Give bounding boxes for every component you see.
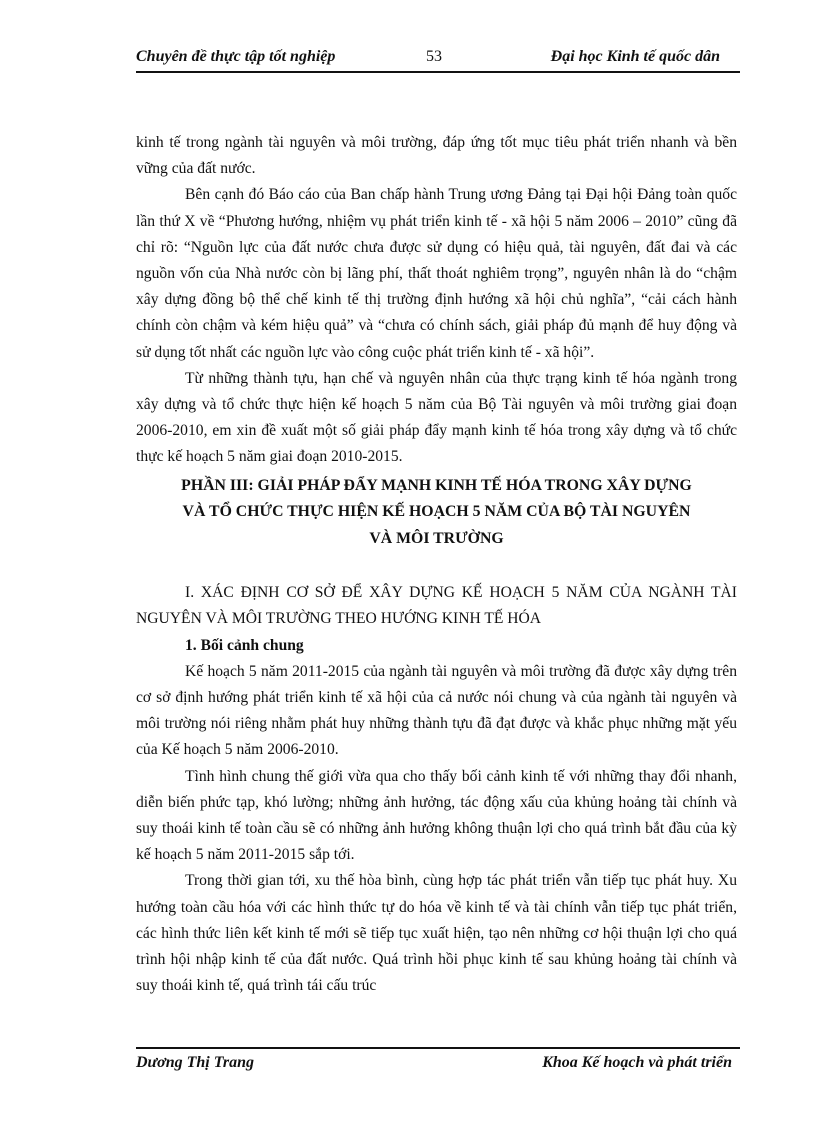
header-rule <box>136 71 740 73</box>
footer-author: Dương Thị Trang <box>136 1054 255 1071</box>
paragraph-2: Bên cạnh đó Báo cáo của Ban chấp hành Trung ương Đảng tại Đại hội Đảng toàn quốc lần thứ X về “Phương hướng, nhiệm vụ phát triển kinh tế - xã hội 5 năm 2006 – 2010” cũng đã chỉ rõ: “Nguồn lực của đất nước chưa được sử dụng có hiệu quả, tài nguyên, đất đai và các nguồn vốn của Nhà nước còn bị lãng phí, thất thoát nghiêm trọng”, nguyên nhân là do “chậm xây dựng đồng bộ thể chế kinh tế thị trường định hướng xã hội chủ nghĩa”, “cải cách hành chính còn chậm và kém hiệu quả” và “chưa có chính sách, giải pháp đủ mạnh để huy động và sử dụng tốt nhất các nguồn lực vào công cuộc phát triển kinh tế - xã hội”. <box>136 186 737 361</box>
subsection-title: 1. Bối cảnh chung <box>185 636 304 654</box>
part-title <box>136 473 737 553</box>
header-university: Đại học Kinh tế quốc dân <box>550 48 720 65</box>
page-header <box>136 46 740 70</box>
paragraph-4: Kế hoạch 5 năm 2011-2015 của ngành tài nguyên và môi trường đã được xây dựng trên cơ sở định hướng phát triển kinh tế xã hội của cả nước nói chung và của ngành tài nguyên và môi trường nói riêng nhằm phát huy những thành tựu đã đạt được và khắc phục những mặt yếu của Kế hoạch 5 năm 2006-2010. <box>136 662 737 759</box>
header-document-title: Chuyên đề thực tập tốt nghiệp <box>136 48 336 65</box>
part-title-line-3: VÀ MÔI TRƯỜNG <box>369 529 504 547</box>
part-title-line-2: VÀ TỔ CHỨC THỰC HIỆN KẾ HOẠCH 5 NĂM CỦA BỘ TÀI NGUYÊN <box>182 503 691 521</box>
page-number: 53 <box>426 48 442 65</box>
part-title-line-1: PHẦN III: GIẢI PHÁP ĐẨY MẠNH KINH TẾ HÓA TRONG XÂY DỰNG <box>181 476 692 494</box>
footer-faculty: Khoa Kế hoạch và phát triển <box>542 1054 732 1071</box>
footer-rule <box>136 1047 740 1049</box>
paragraph-5: Tình hình chung thế giới vừa qua cho thấy bối cảnh kinh tế với những thay đổi nhanh, diễn biến phức tạp, khó lường; những ảnh hưởng, tác động xấu của khủng hoảng tài chính và suy thoái kinh tế toàn cầu sẽ có những ảnh hưởng không thuận lợi cho quá trình bắt đầu của kỳ kế hoạch 5 năm 2011-2015 sắp tới. <box>136 767 737 864</box>
paragraph-6: Trong thời gian tới, xu thế hòa bình, cùng hợp tác phát triển vẫn tiếp tục phát huy. Xu hướng toàn cầu hóa với các hình thức tự do hóa về kinh tế và tài chính vẫn tiếp tục phát triển, các hình thức liên kết kinh tế mới sẽ tiếp tục xuất hiện, tạo nên những cơ hội thuận lợi cho quá trình hội nhập kinh tế của đất nước. Quá trình hồi phục kinh tế sau khủng hoảng tài chính và suy thoái kinh tế, quá trình tái cấu trúc <box>136 872 737 995</box>
section-title: I. XÁC ĐỊNH CƠ SỞ ĐỂ XÂY DỰNG KẾ HOẠCH 5 NĂM CỦA NGÀNH TÀI NGUYÊN VÀ MÔI TRƯỜNG THEO HƯỚNG KINH TẾ HÓA <box>136 584 737 628</box>
page-body <box>136 130 737 999</box>
paragraph-1: kinh tế trong ngành tài nguyên và môi trường, đáp ứng tốt mục tiêu phát triển nhanh và bền vững của đất nước. <box>136 134 737 178</box>
paragraph-3: Từ những thành tựu, hạn chế và nguyên nhân của thực trạng kinh tế hóa ngành trong xây dựng và tổ chức thực hiện kế hoạch 5 năm của Bộ Tài nguyên và môi trường giai đoạn 2006-2010, em xin đề xuất một số giải pháp đẩy mạnh kinh tế hóa trong xây dựng và tổ chức thực kế hoạch 5 năm giai đoạn 2010-2015. <box>136 369 737 466</box>
